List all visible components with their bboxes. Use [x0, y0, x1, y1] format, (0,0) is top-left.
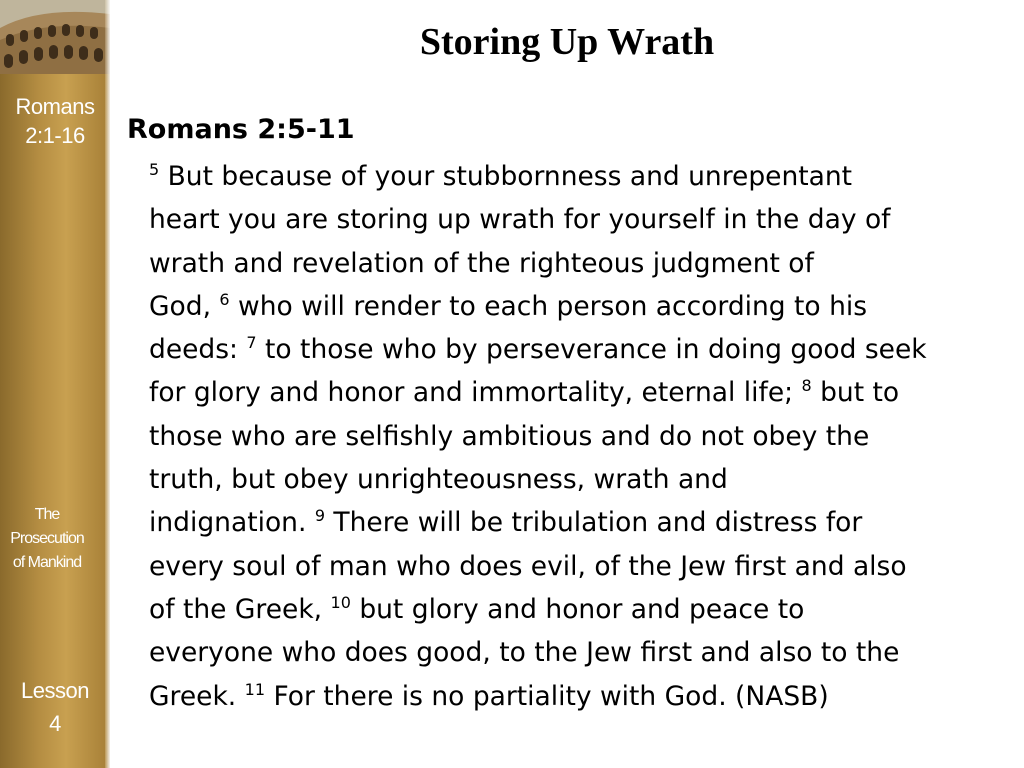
lesson-word: Lesson [21, 678, 89, 703]
passage-line: wrath and revelation of the righteous judgment of [149, 247, 814, 279]
sidebar-chapter-range: 2:1-16 [25, 123, 85, 148]
passage-line: $^5$ But because of your stubbornness and unrepentant [149, 160, 853, 192]
verse-number: 11 [244, 679, 266, 699]
slide-title: Storing Up Wrath [419, 21, 715, 63]
sidebar [0, 0, 110, 768]
sidebar-book: Romans [15, 94, 95, 119]
verse-number: 7 [246, 333, 257, 353]
passage-line: Greek. $^{11}$ For there is no partiality with God. (NASB) [149, 679, 829, 712]
verse-number: 9 [314, 506, 325, 526]
passage-line: deeds: $^7$ to those who by perseverance in doing good seek [149, 333, 927, 366]
passage-line: indignation. $^9$ There will be tribulation and distress for [149, 506, 863, 539]
sidebar-subtitle-line: Prosecution [10, 530, 84, 547]
verse-number: 10 [330, 592, 351, 612]
verse-number: 8 [801, 376, 812, 396]
passage-line: every soul of man who does evil, of the Jew first and also [149, 550, 907, 582]
lesson-label [0, 674, 110, 740]
sidebar-subtitle-line: The [34, 506, 60, 523]
sidebar-subtitle [0, 503, 102, 575]
verse-number: 5 [149, 160, 160, 179]
passage-line: God, $^6$ who will render to each person according to his [149, 289, 868, 322]
verse-number: 6 [219, 289, 230, 309]
passage-text [149, 155, 1014, 718]
passage-line: everyone who does good, to the Jew first and also to the [149, 637, 900, 669]
passage-line: truth, but obey unrighteousness, wrath and [149, 464, 728, 496]
passage-line: for glory and honor and immortality, eternal life; $^8$ but to [149, 376, 900, 409]
passage-line: of the Greek, $^{10}$ but glory and honor and peace to [149, 592, 805, 625]
passage-line: those who are selfishly ambitious and do not obey the [149, 420, 870, 452]
sidebar-title [0, 92, 110, 150]
lesson-number: 4 [49, 711, 61, 736]
passage-line: heart you are storing up wrath for yourself in the day of [149, 204, 891, 236]
colosseum-image [0, 0, 110, 74]
passage-reference: Romans 2:5-11 [127, 114, 355, 145]
sidebar-subtitle-line: of Mankind [12, 554, 82, 571]
